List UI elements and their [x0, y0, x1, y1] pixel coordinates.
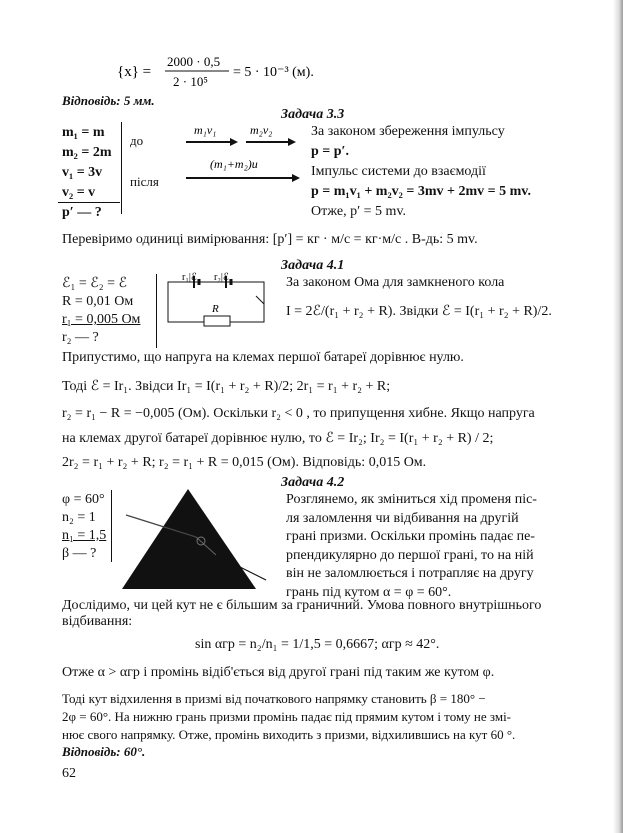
- page-number: 62: [62, 766, 76, 781]
- units-check: Перевіримо одиниці вимірювання: [p′] = кг · м/с = кг·м/с . В-дь: 5 mv.: [62, 232, 478, 247]
- task41-law: За законом Ома для замкненого кола: [286, 275, 505, 290]
- task42-text: [286, 491, 537, 603]
- given-item: r₁ = 0,005 Ом: [62, 312, 141, 327]
- given-item: v₂ = v: [62, 185, 96, 200]
- svg-text:{x} =: {x} =: [117, 64, 152, 80]
- svg-text:2 · 10⁵: 2 · 10⁵: [173, 74, 208, 89]
- given-item: R = 0,01 Ом: [62, 294, 134, 309]
- text-line: Тоді кут відхилення в призмі від початкового напрямку становить β = 180° −: [62, 691, 486, 706]
- arrow2-label: m₂v₂: [250, 123, 273, 137]
- given-vline: [121, 122, 122, 214]
- label-before: до: [130, 133, 144, 148]
- given-item: v₁ = 3v: [62, 165, 103, 180]
- task42-answer: Відповідь: 60°.: [62, 744, 146, 759]
- text-line: ля заломлення чи відбивання на другій: [286, 510, 519, 526]
- formula-x: [117, 50, 317, 94]
- given-vline: [156, 274, 157, 348]
- task41-p3: r₂ = r₁ − R = −0,005 (Ом). Оскільки r₂ < 0 , то припущення хибне. Якщо напруга: [62, 406, 535, 421]
- text-line: Розглянемо, як зміниться хід променя піс-: [286, 492, 537, 507]
- task42-title: Задача 4.2: [281, 475, 345, 490]
- text-line: рпендикулярно до першої грані, то на ній: [286, 547, 534, 563]
- arrow1-label: m₁v₁: [194, 123, 217, 137]
- solution-line: Отже, p′ = 5 mv.: [311, 204, 407, 219]
- task42-given: [62, 491, 106, 563]
- task41-title: Задача 4.1: [281, 258, 345, 273]
- text-line: 2φ = 60°. На нижню грань призми промінь падає під прямим кутом і тому не змі-: [62, 709, 512, 724]
- given-item: p′ — ?: [62, 205, 102, 220]
- given-item: m₁ = m: [62, 125, 105, 140]
- label-after: після: [130, 174, 159, 189]
- svg-text:2000 · 0,5: 2000 · 0,5: [167, 54, 221, 69]
- circuit-label-2: r₂|ℰ: [214, 272, 229, 283]
- task33-title: Задача 3.3: [281, 107, 345, 122]
- solution-line: p = p′.: [311, 144, 349, 159]
- task41-given: [62, 275, 140, 347]
- given-item: m₂ = 2m: [62, 145, 112, 160]
- given-item: r₂ — ?: [62, 330, 99, 345]
- task42-p1b: відбивання:: [62, 614, 133, 629]
- task42-p3: [62, 690, 515, 744]
- solution-line: Імпульс системи до взаємодії: [311, 164, 486, 179]
- given-item: β — ?: [62, 546, 97, 561]
- circuit-diagram: [164, 270, 274, 330]
- task33-given: [62, 123, 112, 223]
- given-item: n₁ = 1,5: [62, 528, 107, 543]
- given-divider: [58, 202, 120, 203]
- task42-p1: Дослідимо, чи цей кут не є більшим за граничний. Умова повного внутрішнього: [62, 598, 542, 613]
- momentum-arrows: [180, 120, 310, 190]
- svg-text:= 5 · 10⁻³ (м).: = 5 · 10⁻³ (м).: [233, 65, 314, 80]
- text-line: він не заломлюється і потрапляє на другу: [286, 566, 534, 582]
- task41-p1: Припустимо, що напруга на клемах першої батареї дорівнює нулю.: [62, 350, 464, 365]
- answer-top: Відповідь: 5 мм.: [62, 93, 155, 108]
- arrow3-label: (m₁+m₂)u: [210, 157, 258, 171]
- text-line: нює свого напрямку. Отже, промінь виходить з призми, відхилившись на кут 60 °.: [62, 727, 516, 742]
- circuit-label-r: R: [212, 303, 219, 315]
- text-line: грань під кутом α = φ = 60°.: [286, 584, 452, 600]
- given-item: φ = 60°: [62, 492, 105, 507]
- task42-formula: sin αгр = n₂/n₁ = 1/1,5 = 0,6667; αгр ≈ 42°.: [195, 637, 440, 652]
- task41-p4: на клемах другої батареї дорівнює нулю, то ℰ = Ir₂; Ir₂ = I(r₁ + r₂ + R) / 2;: [62, 431, 494, 446]
- page-edge-shadow: [613, 0, 623, 833]
- given-item: ℰ₁ = ℰ₂ = ℰ: [62, 276, 127, 291]
- given-item: n₂ = 1: [62, 510, 96, 525]
- task41-p5: 2r₂ = r₁ + r₂ + R; r₂ = r₁ + R = 0,015 (Ом). Відповідь: 0,015 Ом.: [62, 455, 427, 470]
- text-line: грані призми. Оскільки промінь падає пе-: [286, 529, 535, 545]
- task41-p2: Тоді ℰ = Ir₁. Звідси Ir₁ = I(r₁ + r₂ + R)/2; 2r₁ = r₁ + r₂ + R;: [62, 379, 391, 394]
- prism-diagram: [116, 485, 276, 595]
- given-vline: [111, 490, 112, 562]
- task33-solution: [311, 122, 531, 222]
- circuit-label-1: r₁|ℰ: [182, 272, 197, 283]
- solution-line: За законом збереження імпульсу: [311, 124, 505, 139]
- task41-formula: I = 2ℰ/(r₁ + r₂ + R). Звідки ℰ = I(r₁ + r₂ + R)/2.: [286, 304, 552, 319]
- solution-line: p = m₁v₁ + m₂v₂ = 3mv + 2mv = 5 mv.: [311, 184, 532, 199]
- task42-p2: Отже α > αгр і промінь відіб'ється від другої грані під таким же кутом φ.: [62, 665, 495, 680]
